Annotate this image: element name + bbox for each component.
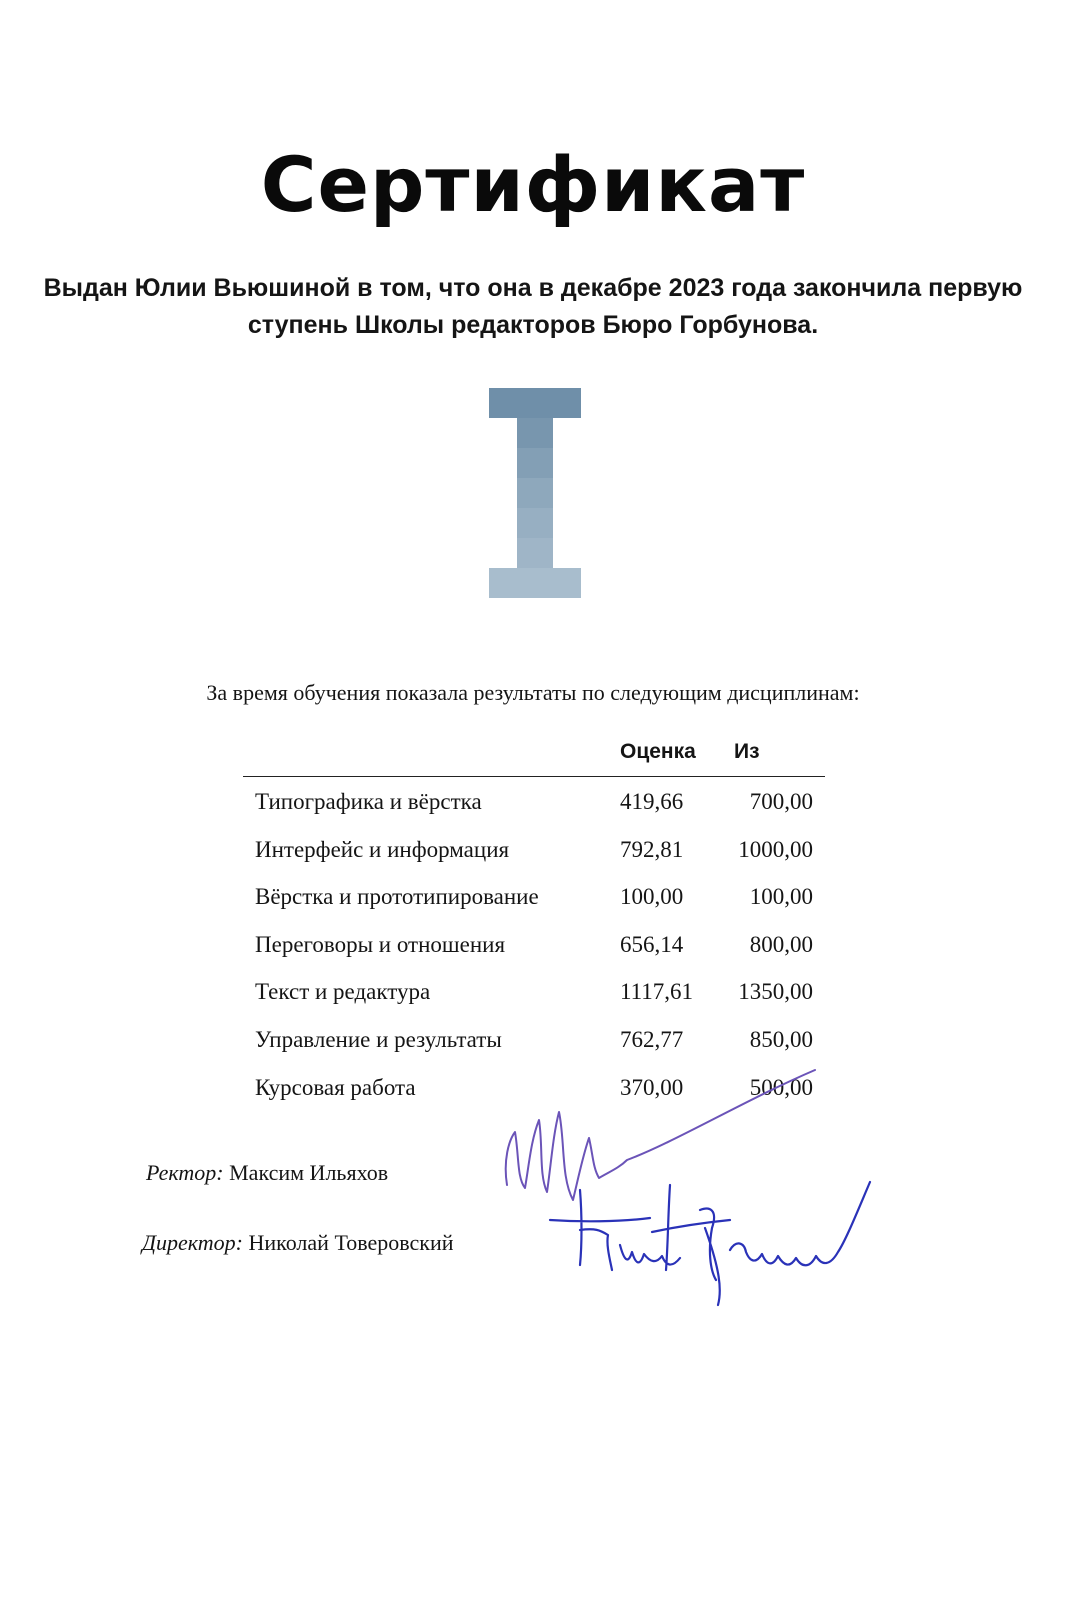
subtitle-line-2: ступень Школы редакторов Бюро Горбунова. (247, 311, 819, 339)
table-row (243, 833, 825, 881)
rector-role: Ректор: (146, 1160, 224, 1185)
discipline-score: 1117,61 (620, 979, 694, 1005)
director-name: Николай Товеровский (248, 1230, 454, 1255)
discipline-name: Курсовая работа (255, 1074, 416, 1100)
discipline-score: 792,81 (620, 836, 684, 862)
discipline-name: Управление и результаты (255, 1026, 502, 1052)
certificate-title: Сертификат (260, 140, 806, 229)
level-numeral-icon (489, 388, 581, 598)
discipline-max: 100,00 (749, 884, 813, 910)
table-header (243, 740, 825, 777)
discipline-max: 700,00 (749, 789, 813, 814)
table-row (243, 880, 825, 928)
director-signature-icon (540, 1170, 880, 1310)
discipline-score: 419,66 (620, 789, 684, 814)
discipline-score: 656,14 (620, 931, 684, 957)
discipline-max: 850,00 (749, 1026, 813, 1052)
discipline-max: 1000,00 (738, 836, 813, 862)
discipline-max: 500,00 (749, 1074, 813, 1100)
rector-signer (146, 1160, 388, 1186)
discipline-name: Вёрстка и прототипирование (255, 884, 539, 910)
director-signer (142, 1230, 454, 1256)
discipline-max: 1350,00 (738, 979, 813, 1005)
discipline-score: 370,00 (620, 1074, 684, 1100)
subtitle-line-1: Выдан Юлии Вьюшиной в том, что она в декабре 2023 года закончила первую (43, 274, 1023, 302)
results-intro: За время обучения показала результаты по следующим дисциплинам: (206, 680, 860, 705)
table-row (243, 928, 825, 976)
discipline-score: 100,00 (620, 884, 684, 910)
table-row (243, 785, 825, 833)
discipline-max: 800,00 (749, 931, 813, 957)
header-score: Оценка (620, 740, 696, 763)
discipline-name: Переговоры и отношения (255, 931, 506, 957)
director-role: Директор: (142, 1230, 243, 1255)
discipline-score: 762,77 (620, 1026, 684, 1052)
rector-name: Максим Ильяхов (229, 1160, 389, 1185)
discipline-name: Интерфейс и информация (255, 836, 510, 862)
header-max: Из (734, 740, 760, 763)
discipline-name: Типографика и вёрстка (255, 789, 482, 814)
table-row (243, 975, 825, 1023)
discipline-name: Текст и редактура (255, 979, 431, 1005)
certificate-subtitle (0, 270, 1066, 344)
